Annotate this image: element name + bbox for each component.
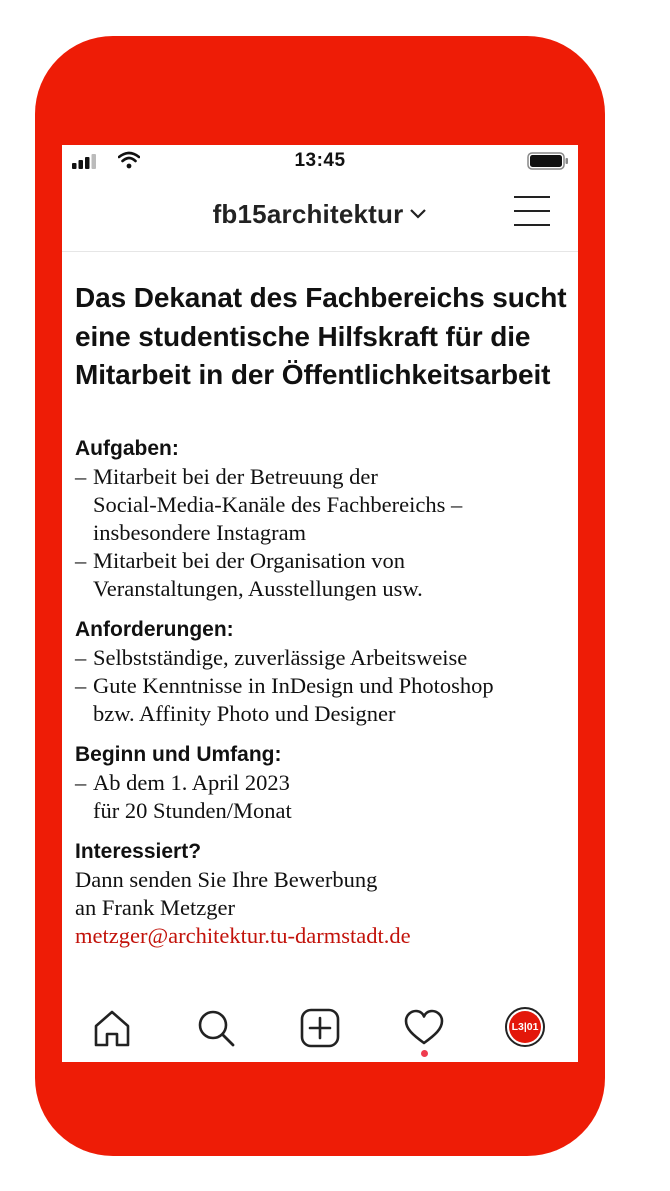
- bullet-line: Veranstaltungen, Ausstellungen usw.: [93, 575, 423, 601]
- section-contact: [75, 838, 570, 950]
- list-item: – Selbstständige, zuverlässige Arbeitsweise: [75, 644, 570, 672]
- contact-email-link[interactable]: metzger@architektur.tu-darmstadt.de: [75, 922, 411, 948]
- battery-icon: [527, 152, 569, 170]
- status-clock: 13:45: [294, 150, 346, 171]
- account-name: fb15architektur: [212, 198, 404, 229]
- profile-header: [62, 179, 578, 252]
- section-heading: Beginn und Umfang:: [75, 742, 282, 766]
- bottom-navigation: [62, 1003, 578, 1062]
- list-item: – Ab dem 1. April 2023 für 20 Stunden/Monat: [75, 769, 570, 825]
- list-item: – Mitarbeit bei der Organisation von Veranstaltungen, Ausstellungen usw.: [75, 547, 570, 603]
- list-item: – Mitarbeit bei der Betreuung der Social-Media-Kanäle des Fachbereichs – insbesondere Instagram: [75, 463, 570, 547]
- bullet-line: Ab dem 1. April 2023: [93, 769, 290, 795]
- bullet-line: Mitarbeit bei der Betreuung der: [93, 463, 378, 489]
- section-heading: Aufgaben:: [75, 436, 179, 460]
- profile-avatar[interactable]: [505, 1007, 545, 1047]
- post-content: [75, 279, 570, 950]
- chevron-down-icon: [409, 208, 427, 220]
- bullet-line: Mitarbeit bei der Organisation von: [93, 547, 406, 573]
- contact-line: Dann senden Sie Ihre Bewerbung: [75, 866, 378, 892]
- section-tasks: [75, 435, 570, 603]
- account-switcher[interactable]: [62, 197, 578, 230]
- activity-heart-icon[interactable]: [403, 1007, 445, 1049]
- home-icon[interactable]: [91, 1007, 133, 1049]
- bullet-line: Social-Media-Kanäle des Fachbereichs –: [93, 491, 463, 517]
- section-requirements: [75, 616, 570, 728]
- bullet-line: bzw. Affinity Photo und Designer: [93, 700, 396, 726]
- bullet-line: Selbstständige, zuverlässige Arbeitsweise: [93, 644, 468, 670]
- hamburger-menu-icon[interactable]: [514, 196, 550, 228]
- notification-dot: [421, 1050, 428, 1057]
- post-title: Das Dekanat des Fachbereichs sucht eine studentische Hilfskraft für die Mitarbeit in der Öffentlichkeitsarbeit: [75, 282, 567, 390]
- status-bar: [62, 145, 578, 179]
- phone-screen: [62, 145, 578, 1062]
- bullet-line: Gute Kenntnisse in InDesign und Photoshop: [93, 672, 494, 698]
- search-icon[interactable]: [195, 1007, 237, 1049]
- section-start: [75, 741, 570, 825]
- bullet-line: insbesondere Instagram: [93, 519, 307, 545]
- section-heading: Anforderungen:: [75, 617, 234, 641]
- section-heading: Interessiert?: [75, 839, 202, 863]
- bullet-line: für 20 Stunden/Monat: [93, 797, 292, 823]
- avatar-label: L3|01: [509, 1011, 541, 1043]
- contact-line: an Frank Metzger: [75, 894, 235, 920]
- list-item: – Gute Kenntnisse in InDesign und Photoshop bzw. Affinity Photo und Designer: [75, 672, 570, 728]
- add-post-icon[interactable]: [299, 1007, 341, 1049]
